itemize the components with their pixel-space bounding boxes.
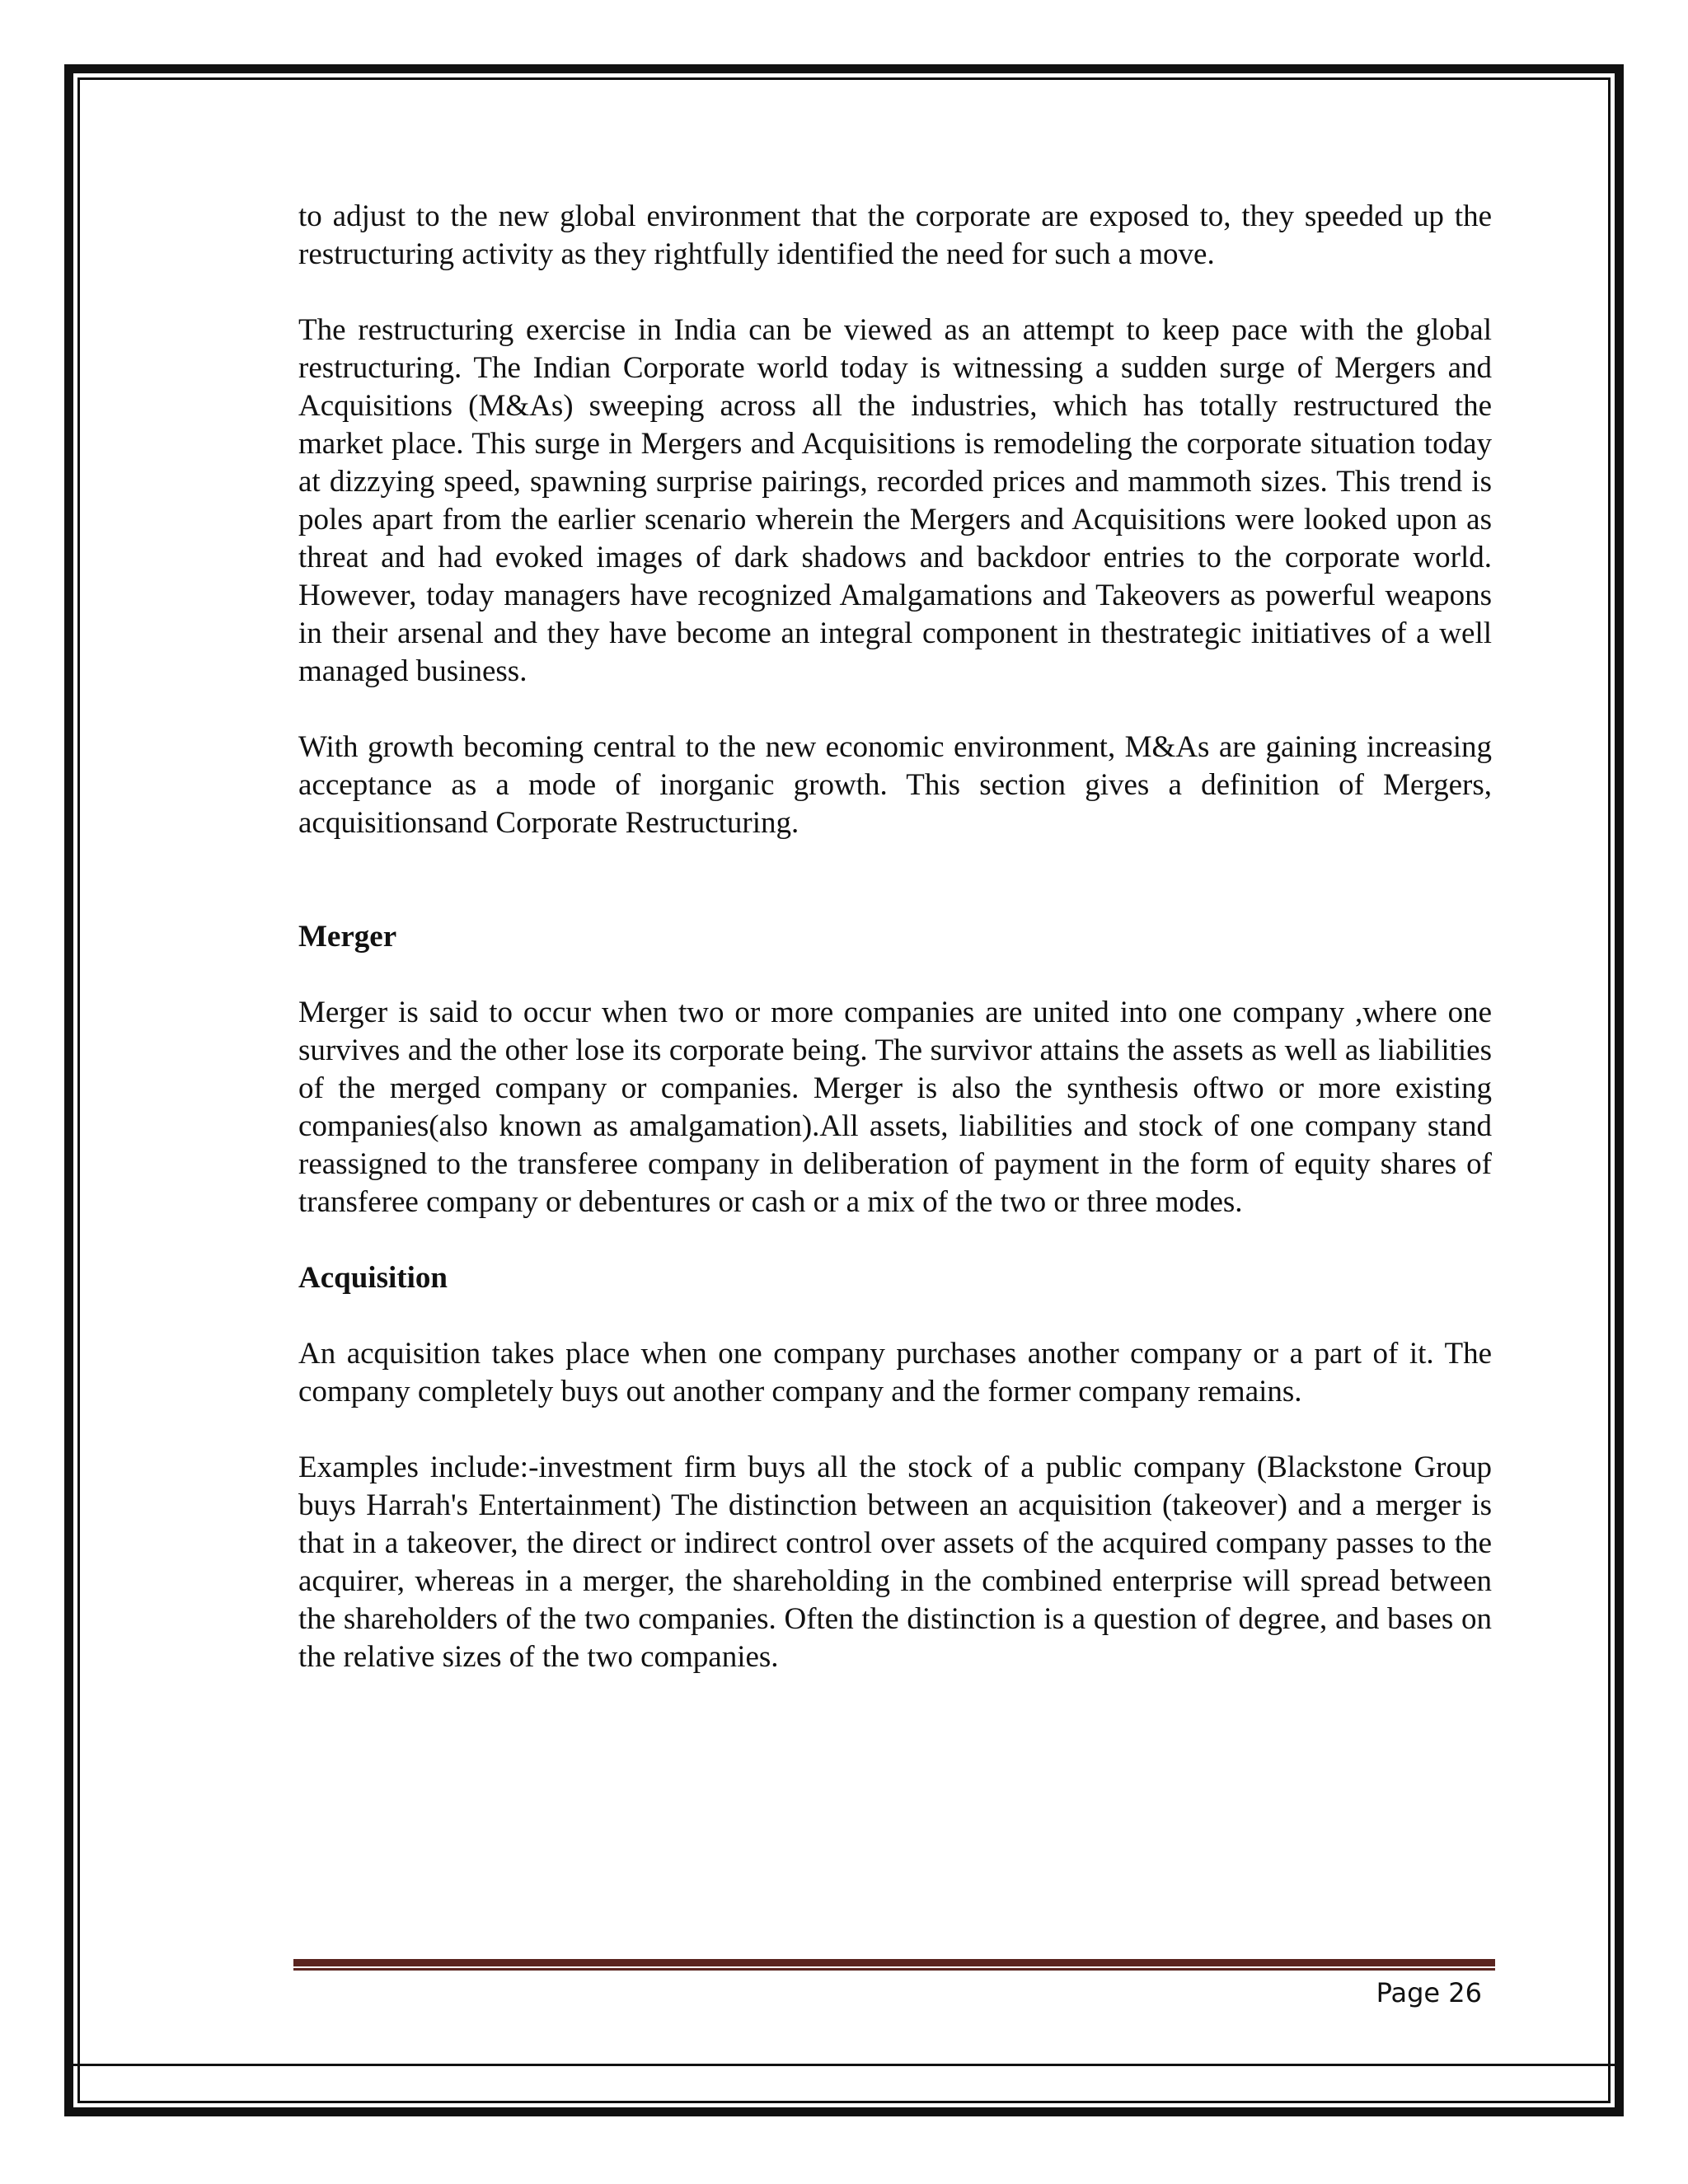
paragraph-acquisition-1: An acquisition takes place when one company purchases another company or a part of it. The company completely buys out another company and the former company remains. xyxy=(298,1337,1492,1408)
footer-rule xyxy=(293,1959,1495,1971)
paragraph-intro-3: With growth becoming central to the new economic environment, M&As are gaining increasing acceptance as a mode of inorganic growth. This section gives a definition of Mergers, acquisitionsand Corporate Restructuring. xyxy=(298,730,1492,840)
paragraph-intro-2: The restructuring exercise in India can be viewed as an attempt to keep pace with the global restructuring. The Indian Corporate world today is witnessing a sudden surge of Mergers and Acquisitions (M&As) sweeping across all the industries, which has totally restructured the market place. This surge in Mergers and Acquisitions is remodeling the corporate situation today at dizzying speed, spawning surprise pairings, recorded prices and mammoth sizes. This trend is poles apart from the earlier scenario wherein the Mergers and Acquisitions were looked upon as threat and had evoked images of dark shadows and backdoor entries to the corporate world. However, today managers have recognized Amalgamations and Takeovers as powerful weapons in their arsenal and they have become an integral component in thestrategic initiatives of a well managed business. xyxy=(298,313,1492,688)
heading-merger: Merger xyxy=(298,920,397,954)
page-border-bottom-rule xyxy=(64,2064,1624,2066)
footer-rule-thin xyxy=(293,1968,1495,1971)
heading-acquisition: Acquisition xyxy=(298,1261,448,1295)
paragraph-acquisition-2: Examples include:-investment firm buys all the stock of a public company (Blackstone Group buys Harrah's Entertainment) The distinction between an acquisition (takeover) and a merger is that in a takeover, the direct or indirect control over assets of the acquired company passes to the acquirer, whereas in a merger, the shareholding in the combined enterprise will spread between the shareholders of the two companies. Often the distinction is a question of degree, and bases on the relative sizes of the two companies. xyxy=(298,1451,1492,1674)
footer-rule-thick xyxy=(293,1959,1495,1966)
document-body xyxy=(298,198,1492,1714)
section-spacer xyxy=(298,880,1492,918)
page-number: Page 26 xyxy=(1376,1977,1482,2008)
paragraph-intro-1: to adjust to the new global environment that the corporate are exposed to, they speeded up the restructuring activity as they rightfully identified the need for such a move. xyxy=(298,199,1492,271)
paragraph-merger: Merger is said to occur when two or more companies are united into one company ,where one survives and the other lose its corporate being. The survivor attains the assets as well as liabilities of the merged company or companies. Merger is also the synthesis oftwo or more existing companies(also known as amalgamation).All assets, liabilities and stock of one company stand reassigned to the transferee company in deliberation of payment in the form of equity shares of transferee company or debentures or cash or a mix of the two or three modes. xyxy=(298,996,1492,1219)
